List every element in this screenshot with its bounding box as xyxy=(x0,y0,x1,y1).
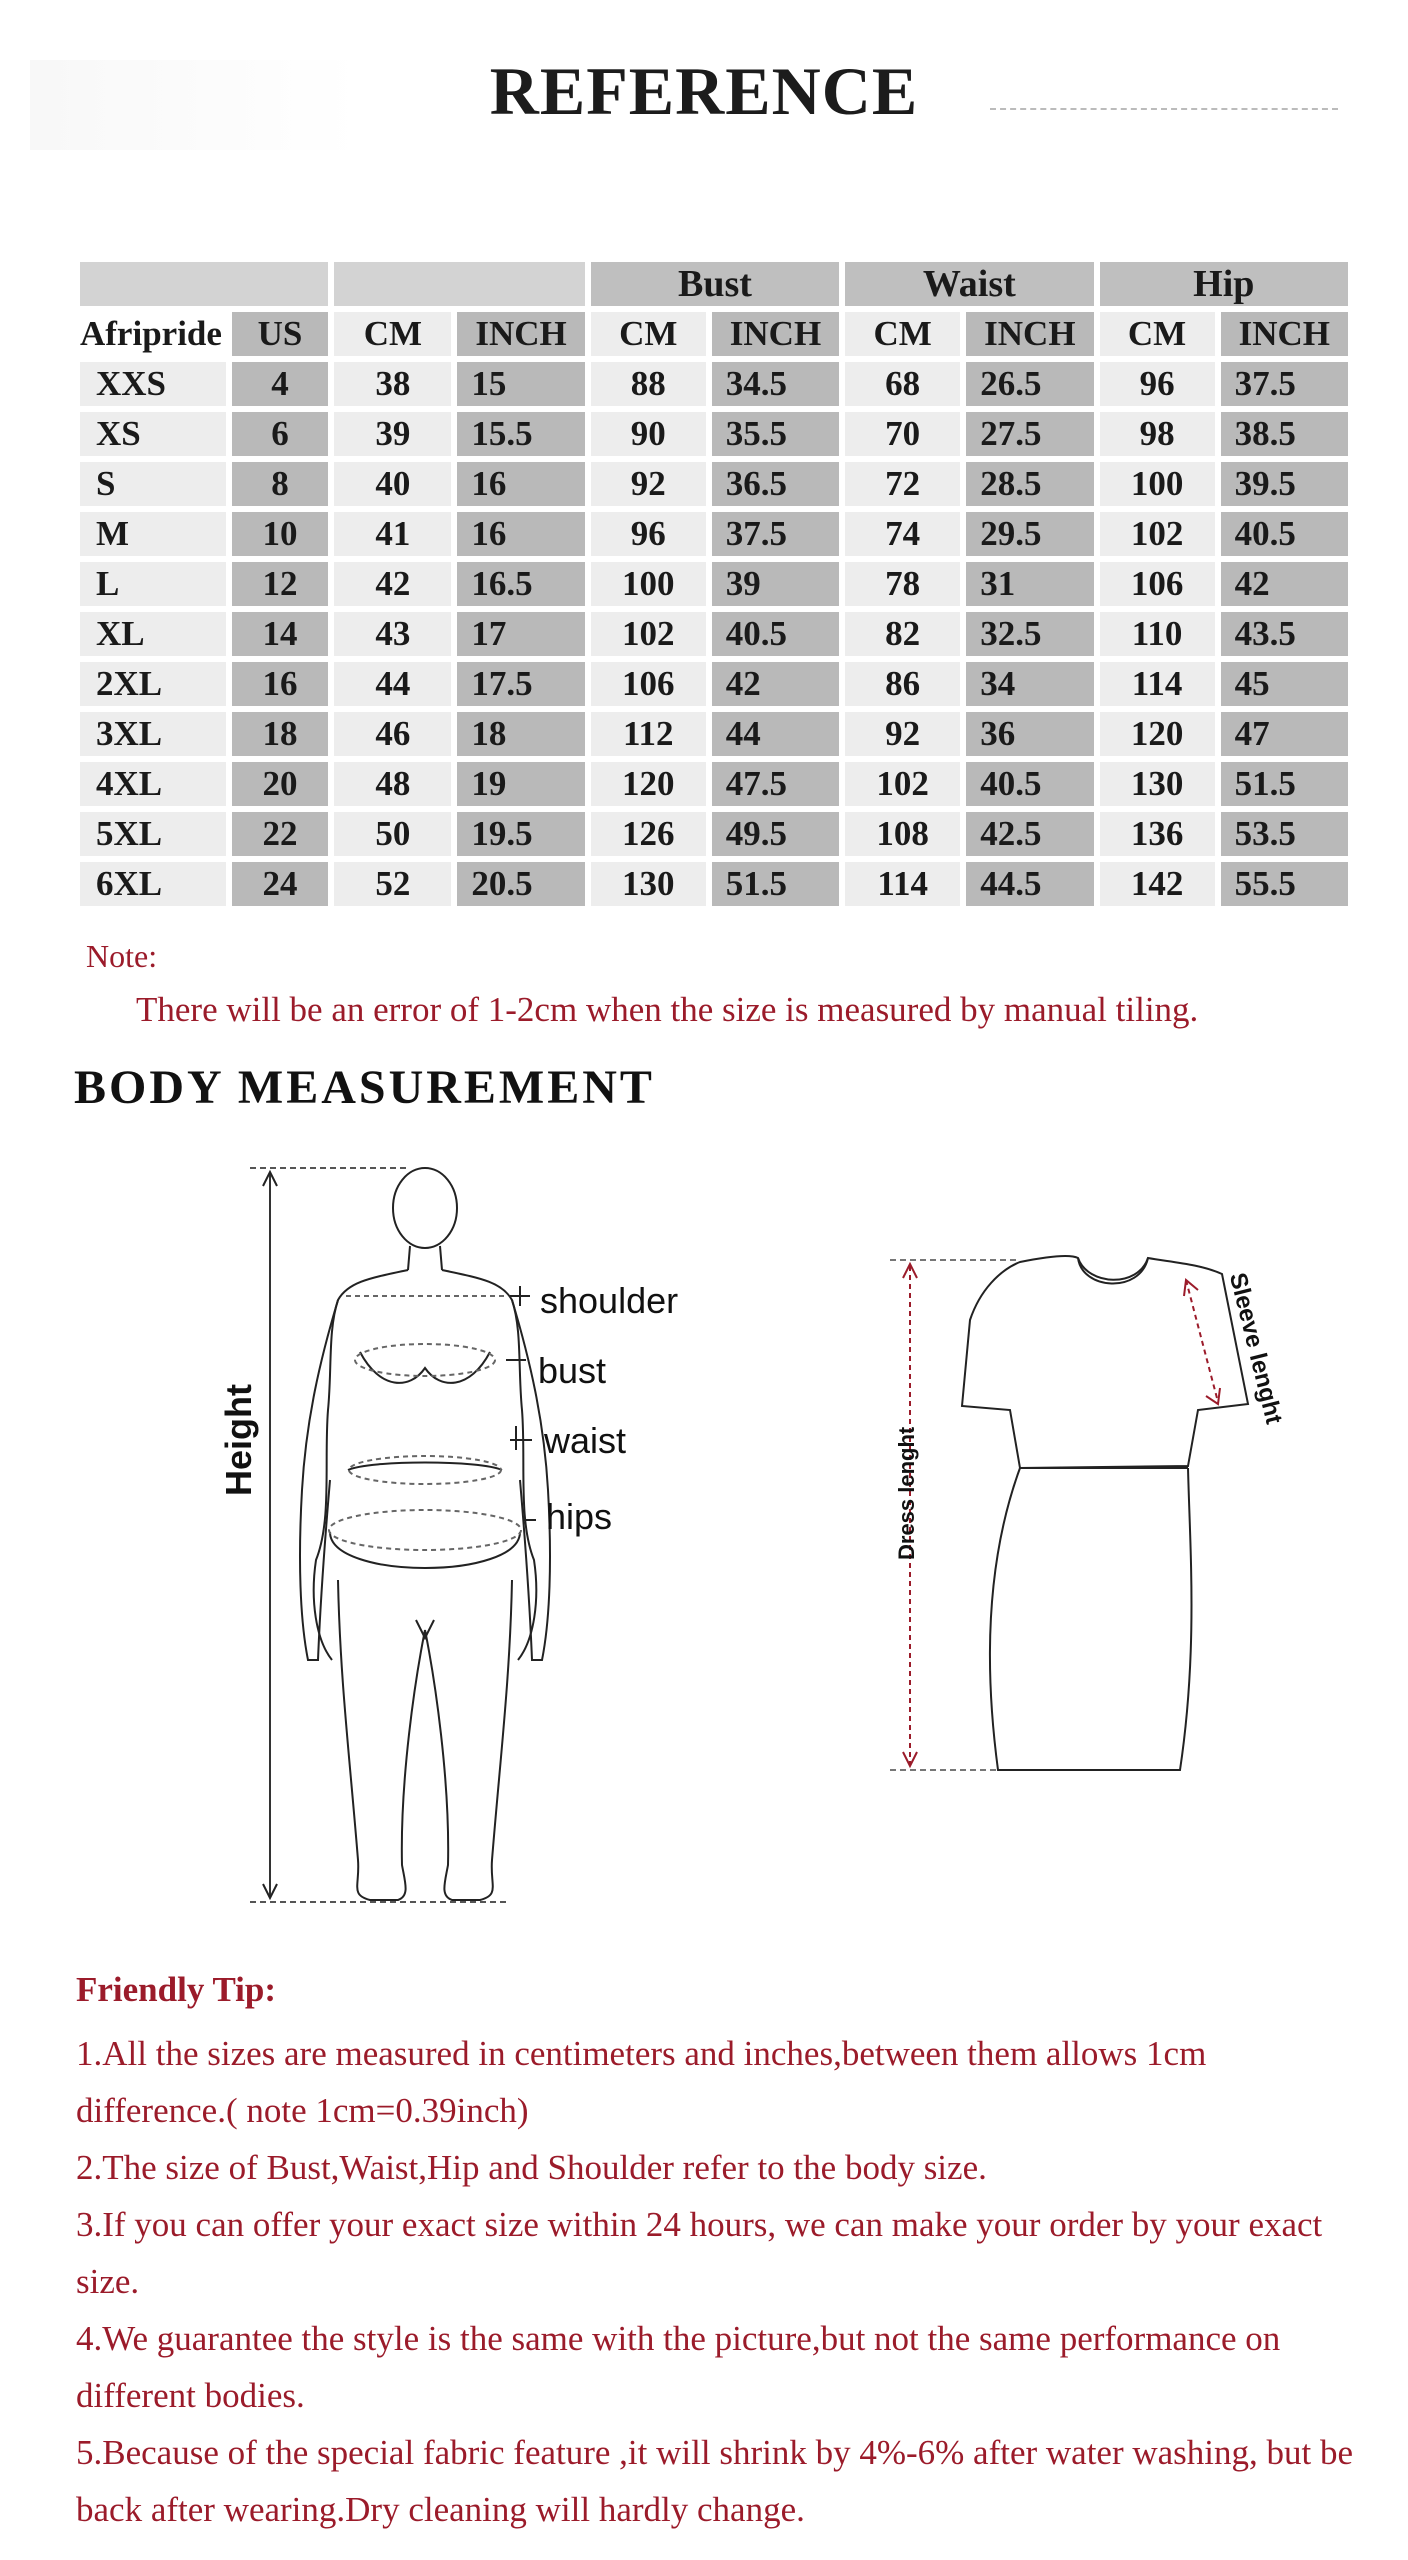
table-cell: S xyxy=(80,462,226,506)
table-cell: 106 xyxy=(1100,562,1215,606)
table-cell: 26.5 xyxy=(966,362,1093,406)
table-cell: 51.5 xyxy=(712,862,839,906)
table-cell: 32.5 xyxy=(966,612,1093,656)
table-cell: 34 xyxy=(966,662,1093,706)
table-row xyxy=(80,512,1348,556)
table-cell: 16 xyxy=(232,662,329,706)
table-cell: 38.5 xyxy=(1221,412,1348,456)
group-header: Bust xyxy=(591,262,839,306)
table-cell: 114 xyxy=(1100,662,1215,706)
table-cell: 4 xyxy=(232,362,329,406)
table-cell: 14 xyxy=(232,612,329,656)
table-cell: 47.5 xyxy=(712,762,839,806)
table-cell: 41 xyxy=(334,512,451,556)
table-cell: 28.5 xyxy=(966,462,1093,506)
column-header: INCH xyxy=(457,312,584,356)
body-figure xyxy=(220,1160,720,1920)
table-cell: 72 xyxy=(845,462,960,506)
table-cell: 6 xyxy=(232,412,329,456)
table-cell: 100 xyxy=(1100,462,1215,506)
table-cell: 17 xyxy=(457,612,584,656)
column-header: INCH xyxy=(1221,312,1348,356)
table-cell: 47 xyxy=(1221,712,1348,756)
table-cell: 29.5 xyxy=(966,512,1093,556)
table-cell: 102 xyxy=(1100,512,1215,556)
table-row xyxy=(80,462,1348,506)
table-cell: 126 xyxy=(591,812,706,856)
table-cell: 96 xyxy=(1100,362,1215,406)
table-cell: 18 xyxy=(232,712,329,756)
table-cell: 22 xyxy=(232,812,329,856)
table-cell: 31 xyxy=(966,562,1093,606)
table-cell: 4XL xyxy=(80,762,226,806)
table-cell: 96 xyxy=(591,512,706,556)
table-column-header-row xyxy=(80,312,1348,356)
table-row xyxy=(80,612,1348,656)
label-waist: waist xyxy=(544,1420,627,1461)
table-cell: 37.5 xyxy=(712,512,839,556)
table-cell: 120 xyxy=(591,762,706,806)
table-cell: 88 xyxy=(591,362,706,406)
table-cell: 52 xyxy=(334,862,451,906)
table-cell: 102 xyxy=(845,762,960,806)
table-row xyxy=(80,862,1348,906)
table-cell: 40.5 xyxy=(966,762,1093,806)
table-cell: 136 xyxy=(1100,812,1215,856)
table-cell: 16.5 xyxy=(457,562,584,606)
table-cell: 55.5 xyxy=(1221,862,1348,906)
label-bust: bust xyxy=(538,1350,607,1391)
table-cell: 43.5 xyxy=(1221,612,1348,656)
table-cell: 53.5 xyxy=(1221,812,1348,856)
table-cell: XS xyxy=(80,412,226,456)
column-header: CM xyxy=(334,312,451,356)
table-cell: 34.5 xyxy=(712,362,839,406)
table-row xyxy=(80,812,1348,856)
tip-item: 4.We guarantee the style is the same with the picture,but not the same performance on different bodies. xyxy=(76,2319,1281,2415)
table-cell: M xyxy=(80,512,226,556)
note-text: There will be an error of 1-2cm when the size is measured by manual tiling. xyxy=(136,990,1199,1029)
table-row xyxy=(80,412,1348,456)
friendly-tip-list xyxy=(76,2025,1356,2538)
page-title: REFERENCE xyxy=(489,53,919,129)
column-header: US xyxy=(232,312,329,356)
table-cell: 98 xyxy=(1100,412,1215,456)
table-cell: 38 xyxy=(334,362,451,406)
table-cell: 39 xyxy=(334,412,451,456)
table-row xyxy=(80,712,1348,756)
table-cell: 6XL xyxy=(80,862,226,906)
group-header xyxy=(80,262,328,306)
table-cell: 102 xyxy=(591,612,706,656)
column-header: INCH xyxy=(712,312,839,356)
table-cell: 39 xyxy=(712,562,839,606)
table-cell: 42 xyxy=(334,562,451,606)
table-cell: 92 xyxy=(591,462,706,506)
table-cell: 100 xyxy=(591,562,706,606)
table-cell: 19.5 xyxy=(457,812,584,856)
label-hips: hips xyxy=(546,1496,613,1537)
table-cell: 130 xyxy=(591,862,706,906)
table-cell: 39.5 xyxy=(1221,462,1348,506)
table-cell: 42 xyxy=(712,662,839,706)
table-cell: 120 xyxy=(1100,712,1215,756)
table-cell: 49.5 xyxy=(712,812,839,856)
table-cell: 16 xyxy=(457,462,584,506)
table-cell: 44 xyxy=(334,662,451,706)
column-header: CM xyxy=(591,312,706,356)
table-cell: 8 xyxy=(232,462,329,506)
dress-figure xyxy=(870,1250,1270,1810)
table-cell: L xyxy=(80,562,226,606)
column-header: Afripride xyxy=(80,312,226,356)
table-cell: 44 xyxy=(712,712,839,756)
table-cell: 20 xyxy=(232,762,329,806)
table-cell: 108 xyxy=(845,812,960,856)
label-dress-length: Dress lenght xyxy=(894,1426,919,1560)
tip-item: 3.If you can offer your exact size within 24 hours, we can make your order by your exact size. xyxy=(76,2205,1323,2301)
table-cell: 27.5 xyxy=(966,412,1093,456)
table-cell: XXS xyxy=(80,362,226,406)
table-cell: 51.5 xyxy=(1221,762,1348,806)
table-cell: 37.5 xyxy=(1221,362,1348,406)
table-cell: 70 xyxy=(845,412,960,456)
table-cell: 50 xyxy=(334,812,451,856)
table-cell: 40.5 xyxy=(1221,512,1348,556)
title-dashed-rule xyxy=(990,108,1338,110)
table-row xyxy=(80,362,1348,406)
table-cell: 46 xyxy=(334,712,451,756)
table-cell: 24 xyxy=(232,862,329,906)
table-cell: 42.5 xyxy=(966,812,1093,856)
body-measurement-title: BODY MEASUREMENT xyxy=(74,1061,655,1114)
label-height: Height xyxy=(218,1384,259,1496)
table-cell: 78 xyxy=(845,562,960,606)
friendly-tip-title: Friendly Tip: xyxy=(76,1970,277,2009)
table-cell: 48 xyxy=(334,762,451,806)
table-cell: 16 xyxy=(457,512,584,556)
size-chart-table xyxy=(74,256,1354,912)
table-cell: 10 xyxy=(232,512,329,556)
table-row xyxy=(80,762,1348,806)
table-cell: 17.5 xyxy=(457,662,584,706)
column-header: CM xyxy=(845,312,960,356)
group-header: Waist xyxy=(845,262,1093,306)
table-cell: 45 xyxy=(1221,662,1348,706)
table-cell: 114 xyxy=(845,862,960,906)
tip-item: 5.Because of the special fabric feature ,it will shrink by 4%-6% after water washing, but be back after wearing.Dry cleaning will hardly change. xyxy=(76,2433,1354,2529)
table-cell: 36 xyxy=(966,712,1093,756)
table-cell: 40 xyxy=(334,462,451,506)
table-group-header-row xyxy=(80,262,1348,306)
table-cell: 20.5 xyxy=(457,862,584,906)
table-cell: 106 xyxy=(591,662,706,706)
table-row xyxy=(80,662,1348,706)
table-cell: 15 xyxy=(457,362,584,406)
table-cell: 90 xyxy=(591,412,706,456)
table-cell: 86 xyxy=(845,662,960,706)
table-cell: 15.5 xyxy=(457,412,584,456)
table-cell: 112 xyxy=(591,712,706,756)
table-cell: 40.5 xyxy=(712,612,839,656)
table-cell: 82 xyxy=(845,612,960,656)
table-cell: 18 xyxy=(457,712,584,756)
label-sleeve-length: Sleeve lenght xyxy=(1223,1270,1288,1427)
table-cell: 36.5 xyxy=(712,462,839,506)
tip-item: 1.All the sizes are measured in centimeters and inches,between them allows 1cm difference.( note 1cm=0.39inch) xyxy=(76,2034,1207,2130)
table-cell: XL xyxy=(80,612,226,656)
table-cell: 92 xyxy=(845,712,960,756)
label-shoulder: shoulder xyxy=(540,1280,679,1321)
table-cell: 68 xyxy=(845,362,960,406)
table-cell: 5XL xyxy=(80,812,226,856)
table-cell: 12 xyxy=(232,562,329,606)
group-header: Hip xyxy=(1100,262,1348,306)
table-cell: 43 xyxy=(334,612,451,656)
table-cell: 110 xyxy=(1100,612,1215,656)
note-label: Note: xyxy=(86,938,158,974)
table-cell: 3XL xyxy=(80,712,226,756)
group-header xyxy=(334,262,584,306)
table-cell: 42 xyxy=(1221,562,1348,606)
table-cell: 2XL xyxy=(80,662,226,706)
column-header: INCH xyxy=(966,312,1093,356)
table-row xyxy=(80,562,1348,606)
table-cell: 44.5 xyxy=(966,862,1093,906)
table-cell: 130 xyxy=(1100,762,1215,806)
table-cell: 142 xyxy=(1100,862,1215,906)
tip-item: 2.The size of Bust,Waist,Hip and Shoulder refer to the body size. xyxy=(76,2148,987,2187)
table-cell: 74 xyxy=(845,512,960,556)
table-cell: 35.5 xyxy=(712,412,839,456)
table-cell: 19 xyxy=(457,762,584,806)
column-header: CM xyxy=(1100,312,1215,356)
